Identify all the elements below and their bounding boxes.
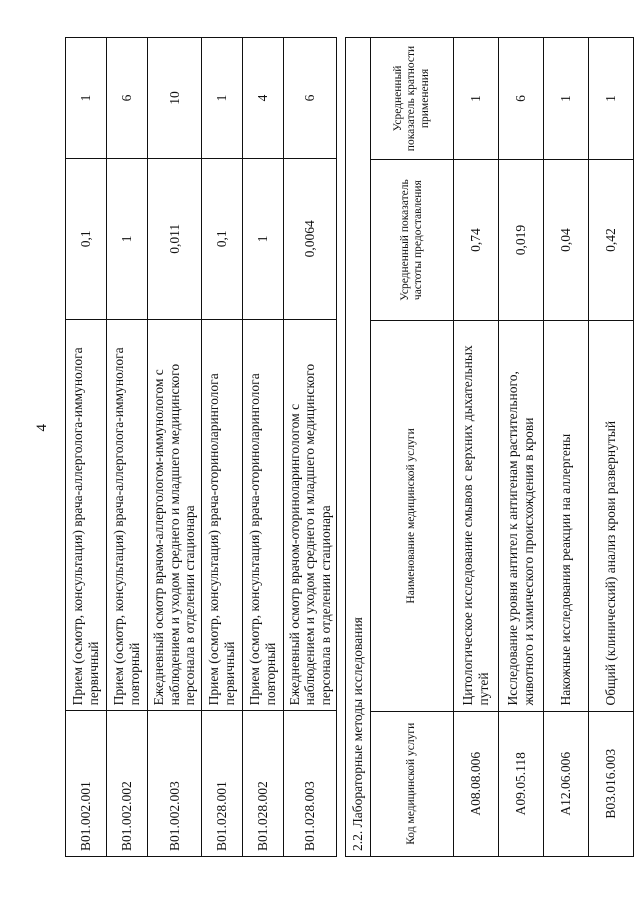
multiplicity-value: 4 xyxy=(242,38,283,159)
service-code: B01.002.003 xyxy=(148,711,202,857)
service-code: B01.002.002 xyxy=(107,711,148,857)
table-row xyxy=(66,38,107,857)
table-row xyxy=(544,38,589,857)
multiplicity-value: 6 xyxy=(499,38,544,160)
service-name: Накожные исследования реакции на аллергены xyxy=(544,321,589,711)
service-code: A12.06.006 xyxy=(544,711,589,856)
services-table-laboratory xyxy=(345,37,634,857)
frequency-value: 0,0064 xyxy=(283,159,337,320)
rotated-page-content xyxy=(65,37,635,857)
section-title: 2.2. Лабораторные методы исследования xyxy=(346,38,371,857)
service-code: B01.028.001 xyxy=(201,711,242,857)
frequency-value: 1 xyxy=(242,159,283,320)
multiplicity-value: 1 xyxy=(544,38,589,160)
frequency-value: 0,1 xyxy=(66,159,107,320)
services-table-consultations xyxy=(65,37,337,857)
multiplicity-value: 10 xyxy=(148,38,202,159)
service-name: Цитологическое исследование смывов с верхних дыхательных путей xyxy=(454,321,499,711)
table-row xyxy=(589,38,634,857)
multiplicity-value: 1 xyxy=(589,38,634,160)
service-name: Общий (клинический) анализ крови развернутый xyxy=(589,321,634,711)
multiplicity-value: 1 xyxy=(66,38,107,159)
service-name: Прием (осмотр, консультация) врача-аллерголога-иммунолога первичный xyxy=(66,319,107,711)
service-code: B01.028.002 xyxy=(242,711,283,857)
table-row xyxy=(242,38,283,857)
section-title-row xyxy=(346,38,371,857)
table-row xyxy=(148,38,202,857)
multiplicity-value: 1 xyxy=(201,38,242,159)
service-name: Прием (осмотр, консультация) врача-оториноларинголога повторный xyxy=(242,319,283,711)
column-header-code: Код медицинской услуги xyxy=(371,711,454,856)
service-name: Прием (осмотр, консультация) врача-аллерголога-иммунолога повторный xyxy=(107,319,148,711)
service-code: B01.028.003 xyxy=(283,711,337,857)
table-row xyxy=(283,38,337,857)
table-row xyxy=(107,38,148,857)
multiplicity-value: 6 xyxy=(107,38,148,159)
service-name: Исследование уровня антител к антигенам растительного, животного и химического происхождения в крови xyxy=(499,321,544,711)
service-name: Ежедневный осмотр врачом-оториноларингологом с наблюдением и уходом среднего и младшего медицинского персонала в отделении стационара xyxy=(283,319,337,711)
table-row xyxy=(201,38,242,857)
multiplicity-value: 6 xyxy=(283,38,337,159)
frequency-value: 0,011 xyxy=(148,159,202,320)
service-code: B03.016.003 xyxy=(589,711,634,856)
table-row xyxy=(499,38,544,857)
service-code: B01.002.001 xyxy=(66,711,107,857)
service-name: Прием (осмотр, консультация) врача-оториноларинголога первичный xyxy=(201,319,242,711)
column-header-frequency: Усредненный показатель частоты предоставления xyxy=(371,159,454,320)
frequency-value: 0,1 xyxy=(201,159,242,320)
column-header-multiplicity: Усредненный показатель кратности применения xyxy=(371,38,454,160)
page-number: 4 xyxy=(34,424,50,432)
service-code: A08.08.006 xyxy=(454,711,499,856)
frequency-value: 1 xyxy=(107,159,148,320)
frequency-value: 0,42 xyxy=(589,159,634,320)
frequency-value: 0,019 xyxy=(499,159,544,320)
table-row xyxy=(454,38,499,857)
frequency-value: 0,74 xyxy=(454,159,499,320)
frequency-value: 0,04 xyxy=(544,159,589,320)
service-name: Ежедневный осмотр врачом-аллергологом-иммунологом с наблюдением и уходом среднего и младшего медицинского персонала в отделении стационара xyxy=(148,319,202,711)
service-code: A09.05.118 xyxy=(499,711,544,856)
column-header-name: Наименование медицинской услуги xyxy=(371,321,454,711)
table-header-row xyxy=(371,38,454,857)
multiplicity-value: 1 xyxy=(454,38,499,160)
